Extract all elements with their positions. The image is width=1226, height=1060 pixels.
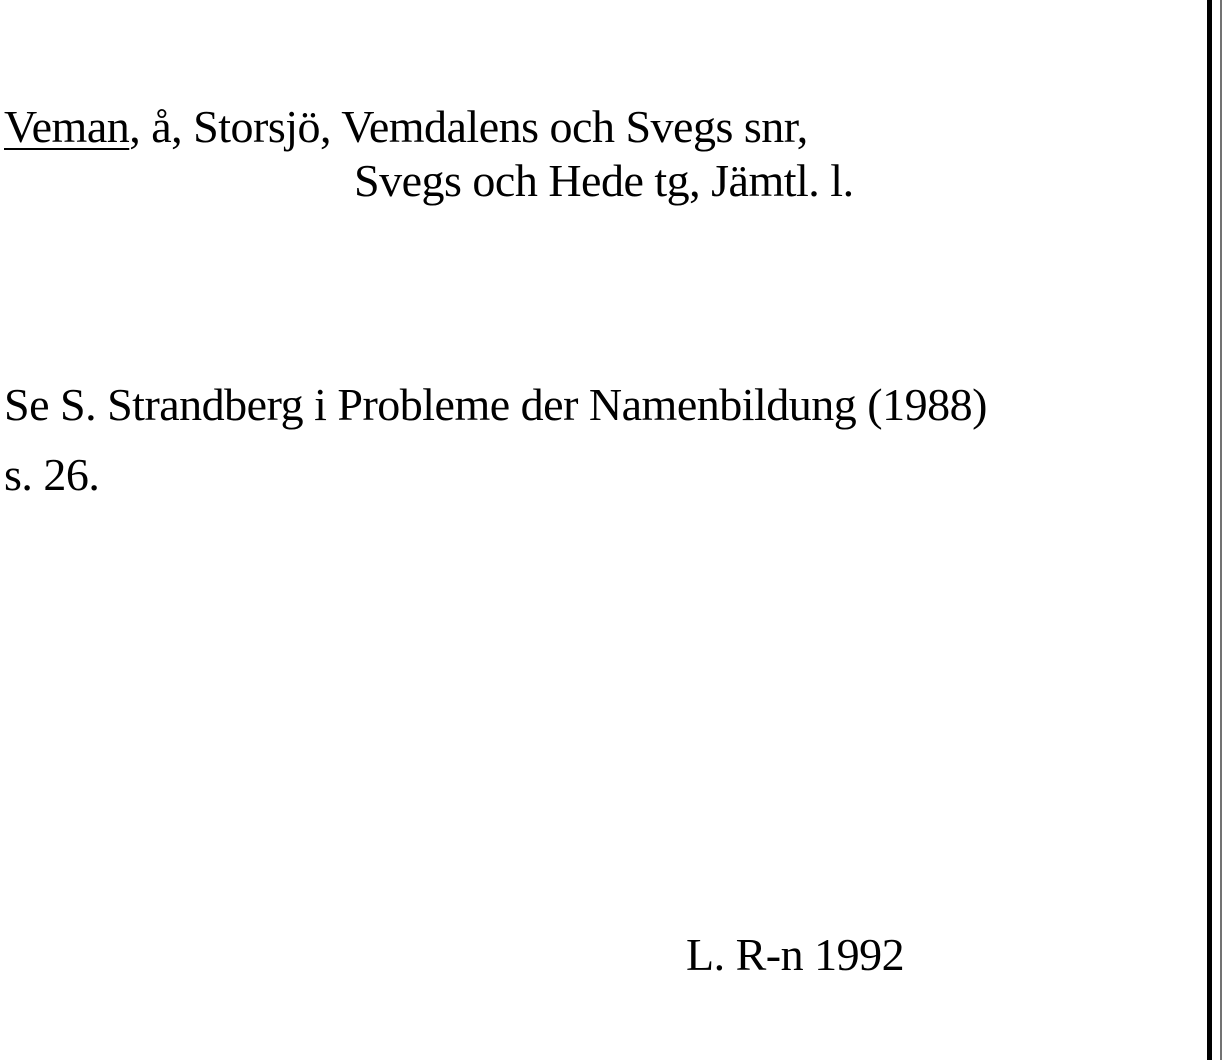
heading-line-2: Svegs och Hede tg, Jämtl. l. bbox=[354, 155, 854, 206]
scan-edge-line bbox=[1220, 0, 1222, 1060]
headword: Veman bbox=[4, 101, 130, 152]
signature: L. R-n 1992 bbox=[686, 929, 905, 980]
heading-line-1 bbox=[4, 101, 808, 152]
reference-line-1: Se S. Strandberg i Probleme der Namenbildung (1988) bbox=[4, 379, 987, 430]
heading-location: , å, Storsjö, Vemdalens och Svegs snr, bbox=[129, 101, 808, 152]
card-edge-border bbox=[1207, 0, 1212, 1060]
reference-line-2: s. 26. bbox=[4, 449, 100, 500]
